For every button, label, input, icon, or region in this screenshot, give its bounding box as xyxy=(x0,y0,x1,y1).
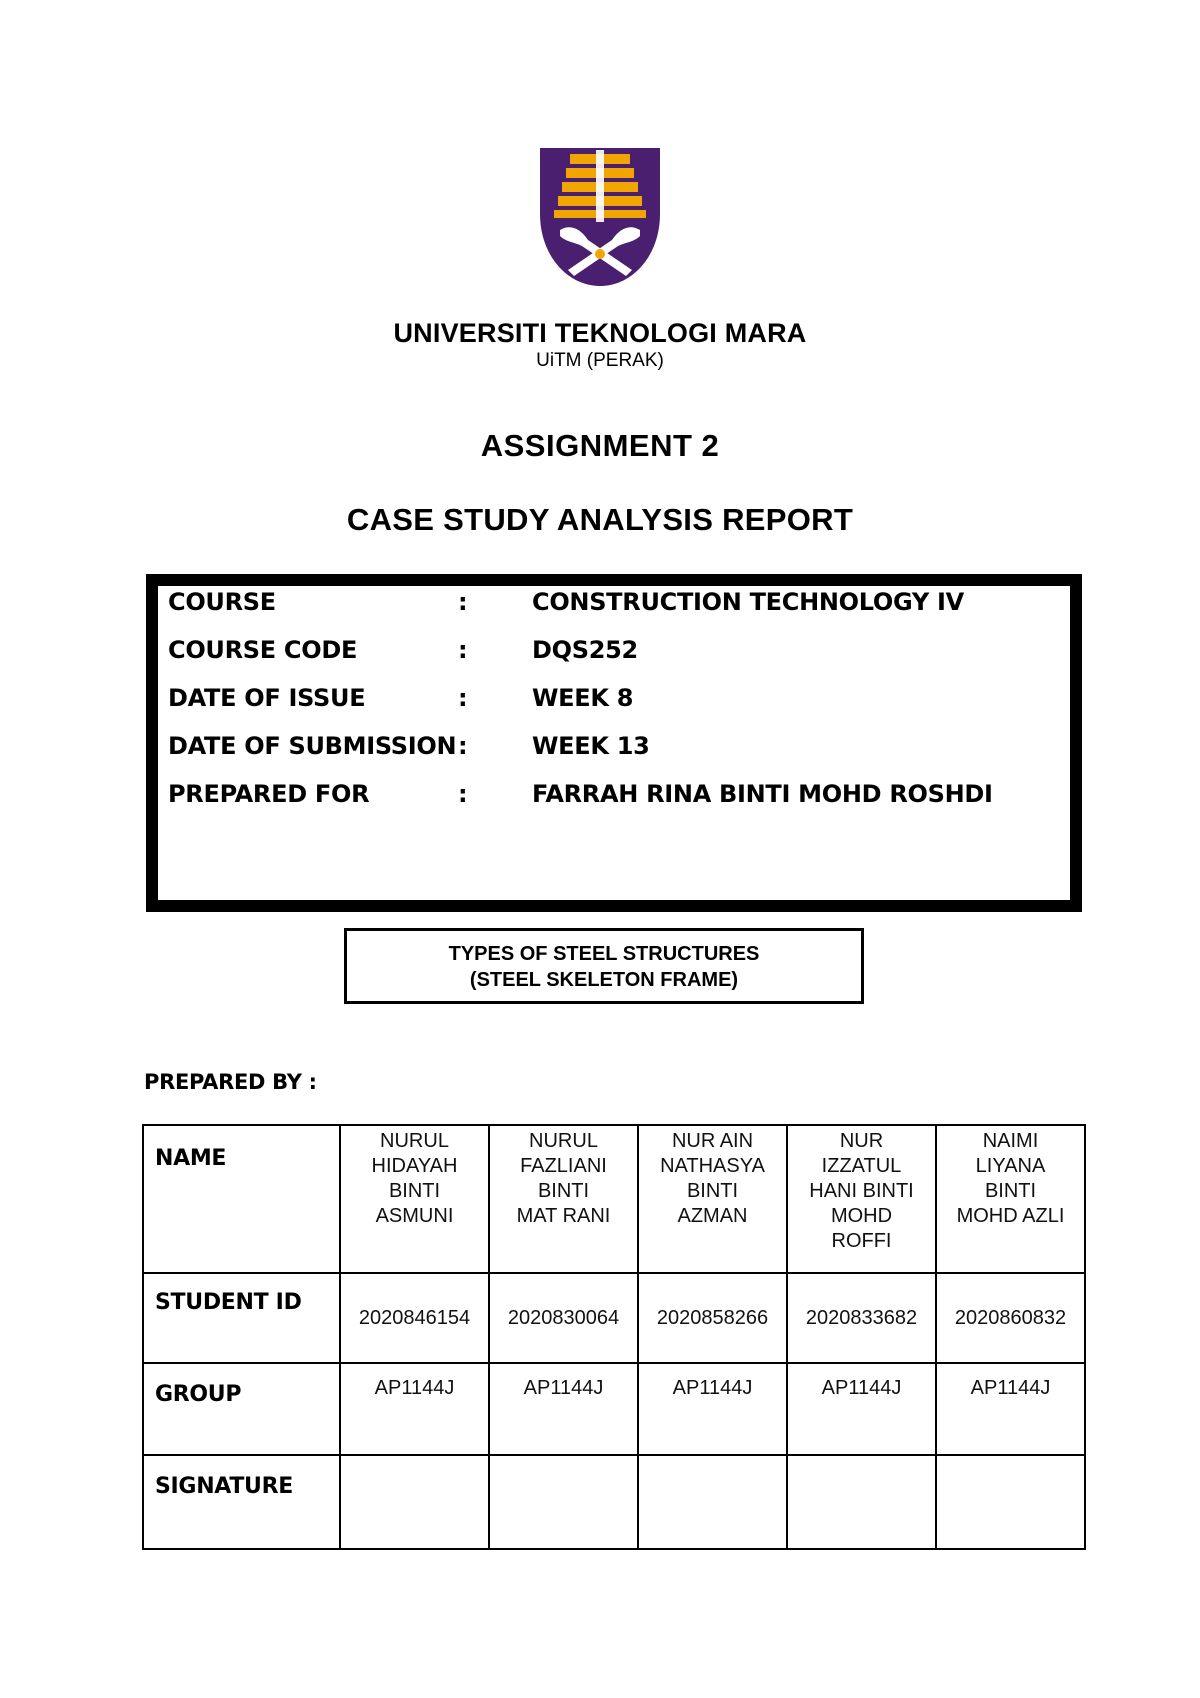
info-value: WEEK 8 xyxy=(532,684,634,712)
row-header: GROUP xyxy=(143,1363,340,1455)
table-row-signature xyxy=(143,1455,1085,1549)
student-id-cell: 2020830064 xyxy=(489,1273,638,1363)
group-cell: AP1144J xyxy=(936,1363,1085,1455)
assignment-title: ASSIGNMENT 2 xyxy=(480,428,720,463)
info-label: DATE OF SUBMISSION xyxy=(168,732,457,760)
table-row-student-id xyxy=(143,1273,1085,1363)
info-value: DQS252 xyxy=(532,636,638,664)
students-table xyxy=(142,1124,1086,1550)
info-separator: : xyxy=(458,588,468,616)
info-label: COURSE xyxy=(168,588,276,616)
student-name-cell: NUR IZZATUL HANI BINTI MOHD ROFFI xyxy=(787,1125,936,1273)
report-title: CASE STUDY ANALYSIS REPORT xyxy=(346,502,854,537)
student-name-cell: NAIMI LIYANA BINTI MOHD AZLI xyxy=(936,1125,1085,1273)
info-separator: : xyxy=(458,636,468,664)
signature-cell xyxy=(638,1455,787,1549)
signature-cell xyxy=(489,1455,638,1549)
topic-line-2: (STEEL SKELETON FRAME) xyxy=(469,969,739,991)
student-id-cell: 2020858266 xyxy=(638,1273,787,1363)
campus-name: UiTM (PERAK) xyxy=(536,350,664,371)
info-value: CONSTRUCTION TECHNOLOGY IV xyxy=(532,588,964,616)
student-id-cell: 2020833682 xyxy=(787,1273,936,1363)
row-header: STUDENT ID xyxy=(143,1273,340,1363)
info-label: COURSE CODE xyxy=(168,636,358,664)
row-header: NAME xyxy=(143,1125,340,1273)
row-header: SIGNATURE xyxy=(143,1455,340,1549)
group-cell: AP1144J xyxy=(340,1363,489,1455)
student-name-cell: NURUL HIDAYAH BINTI ASMUNI xyxy=(340,1125,489,1273)
group-cell: AP1144J xyxy=(489,1363,638,1455)
student-id-cell: 2020846154 xyxy=(340,1273,489,1363)
table-row-name xyxy=(143,1125,1085,1273)
group-cell: AP1144J xyxy=(638,1363,787,1455)
uitm-crest-icon xyxy=(536,144,664,290)
prepared-by-label: PREPARED BY : xyxy=(144,1070,317,1094)
topic-line-1: TYPES OF STEEL STRUCTURES xyxy=(448,943,760,965)
info-value: WEEK 13 xyxy=(532,732,650,760)
university-name: UNIVERSITI TEKNOLOGI MARA xyxy=(393,318,807,348)
signature-cell xyxy=(936,1455,1085,1549)
group-cell: AP1144J xyxy=(787,1363,936,1455)
student-name-cell: NUR AIN NATHASYA BINTI AZMAN xyxy=(638,1125,787,1273)
signature-cell xyxy=(787,1455,936,1549)
info-separator: : xyxy=(458,780,468,808)
signature-cell xyxy=(340,1455,489,1549)
topic-box xyxy=(344,928,864,1004)
info-separator: : xyxy=(458,684,468,712)
table-row-group xyxy=(143,1363,1085,1455)
student-id-cell: 2020860832 xyxy=(936,1273,1085,1363)
info-label: DATE OF ISSUE xyxy=(168,684,366,712)
student-name-cell: NURUL FAZLIANI BINTI MAT RANI xyxy=(489,1125,638,1273)
info-value: FARRAH RINA BINTI MOHD ROSHDI xyxy=(532,780,993,808)
info-label: PREPARED FOR xyxy=(168,780,370,808)
info-separator: : xyxy=(458,732,468,760)
